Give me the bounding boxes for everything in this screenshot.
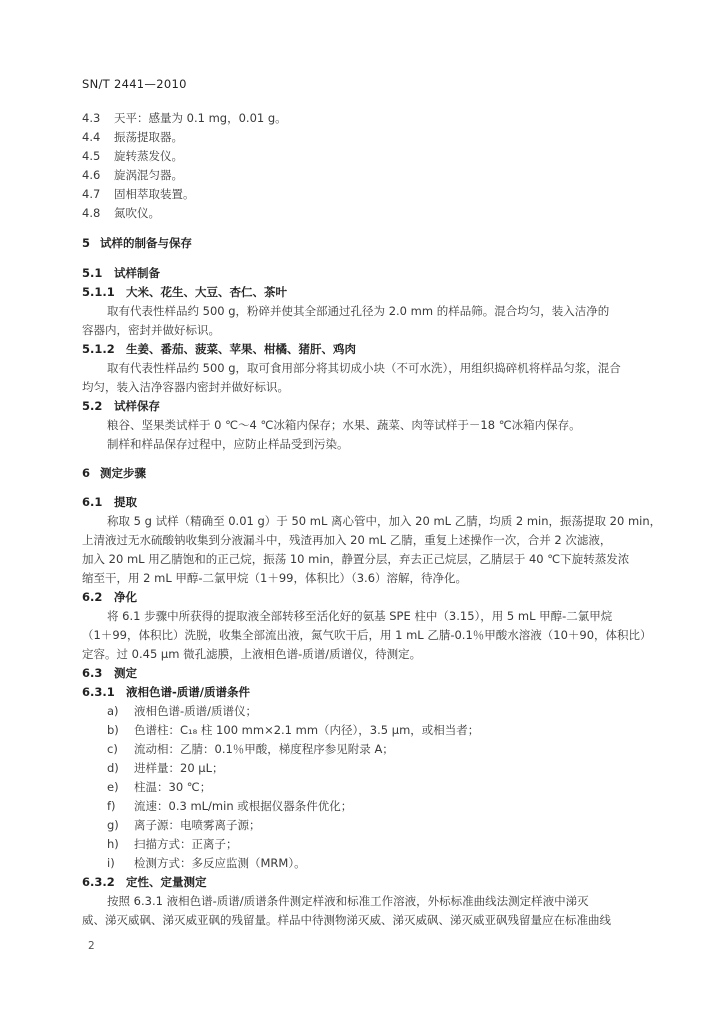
- paragraph-line: 定容。过 0.45 μm 微孔滤膜，上液相色谱-质谱/质谱仪，待测定。: [82, 647, 422, 661]
- section-heading: 5.1 试样制备: [82, 266, 160, 280]
- paragraph-line: 将 6.1 步骤中所获得的提取液全部转移至活化好的氨基 SPE 柱中（3.15），用 5 mL 甲醇-二氯甲烷: [107, 609, 613, 623]
- list-item: 4.8 氮吹仪。: [82, 206, 160, 220]
- section-heading: 5.1.2 生姜、番茄、菠菜、苹果、柑橘、猪肝、鸡肉: [82, 342, 356, 356]
- section-heading: 5.2 试样保存: [82, 399, 160, 413]
- section-heading: 5.1.1 大米、花生、大豆、杏仁、茶叶: [82, 285, 287, 299]
- paragraph-line: 加入 20 mL 用乙腈饱和的正己烷，振荡 10 min，静置分层，弃去正己烷层，乙腈层于 40 ℃下旋转蒸发浓: [82, 552, 630, 566]
- list-item: d) 进样量：20 μL；: [107, 761, 224, 775]
- list-item: 4.6 旋涡混匀器。: [82, 168, 183, 182]
- list-item: 4.7 固相萃取装置。: [82, 187, 195, 201]
- list-item: g) 离子源：电喷雾离子源；: [107, 818, 261, 832]
- section-heading: 6.3.2 定性、定量测定: [82, 875, 207, 889]
- page-number: 2: [88, 940, 95, 952]
- paragraph-line: 称取 5 g 试样（精确至 0.01 g）于 50 mL 离心管中，加入 20 mL 乙腈，均质 2 min，振荡提取 20 min，: [107, 514, 662, 528]
- list-item: 4.5 旋转蒸发仪。: [82, 149, 183, 163]
- list-item: i) 检测方式：多反应监测（MRM）。: [107, 856, 306, 870]
- paragraph-line: 按照 6.3.1 液相色谱-质谱/质谱条件测定样液和标准工作溶液，外标标准曲线法测定样液中涕灭: [107, 894, 589, 908]
- section-heading: 6 测定步骤: [82, 466, 146, 480]
- paragraph-line: 取有代表性样品约 500 g，粉碎并使其全部通过孔径为 2.0 mm 的样品筛。混合均匀，装入洁净的: [107, 304, 610, 318]
- paragraph-line: 制样和样品保存过程中，应防止样品受到污染。: [107, 437, 349, 451]
- section-heading: 6.3.1 液相色谱-质谱/质谱条件: [82, 685, 250, 699]
- section-heading: 6.3 测定: [82, 666, 137, 680]
- standard-code-header: SN/T 2441—2010: [82, 77, 187, 91]
- section-heading: 5 试样的制备与保存: [82, 236, 192, 250]
- list-item: a) 液相色谱-质谱/质谱仪；: [107, 704, 258, 718]
- list-item: e) 柱温：30 ℃；: [107, 780, 212, 794]
- section-heading: 6.2 净化: [82, 590, 137, 604]
- paragraph-line: 粮谷、坚果类试样于 0 ℃～4 ℃冰箱内保存；水果、蔬菜、肉等试样于－18 ℃冰箱内保存。: [107, 418, 581, 432]
- paragraph-line: 上清液过无水硫酸钠收集到分液漏斗中，残渣再加入 20 mL 乙腈，重复上述操作一次，合并 2 次滤液，: [82, 533, 612, 547]
- list-item: 4.3 天平：感量为 0.1 mg，0.01 g。: [82, 111, 287, 125]
- list-item: f) 流速：0.3 mL/min 或根据仪器条件优化；: [107, 799, 353, 813]
- list-item: b) 色谱柱：C₁₈ 柱 100 mm×2.1 mm（内径），3.5 μm，或相当者；: [107, 723, 480, 737]
- list-item: c) 流动相：乙腈：0.1％甲酸，梯度程序参见附录 A；: [107, 742, 394, 756]
- paragraph-line: 均匀，装入洁净容器内密封并做好标识。: [82, 380, 289, 394]
- paragraph-line: （1＋99，体积比）洗脱，收集全部流出液，氮气吹干后，用 1 mL 乙腈-0.1％甲酸水溶液（10＋90，体积比）: [82, 628, 652, 642]
- paragraph-line: 威、涕灭威砜、涕灭威亚砜的残留量。样品中待测物涕灭威、涕灭威砜、涕灭威亚砜残留量应在标准曲线: [82, 913, 611, 927]
- section-heading: 6.1 提取: [82, 495, 137, 509]
- list-item: 4.4 振荡提取器。: [82, 130, 183, 144]
- paragraph-line: 缩至干，用 2 mL 甲醇-二氯甲烷（1＋99，体积比）（3.6）溶解，待净化。: [82, 571, 468, 585]
- paragraph-line: 容器内，密封并做好标识。: [82, 323, 220, 337]
- list-item: h) 扫描方式：正离子；: [107, 837, 238, 851]
- paragraph-line: 取有代表性样品约 500 g，取可食用部分将其切成小块（不可水洗），用组织捣碎机将样品匀浆，混合: [107, 361, 621, 375]
